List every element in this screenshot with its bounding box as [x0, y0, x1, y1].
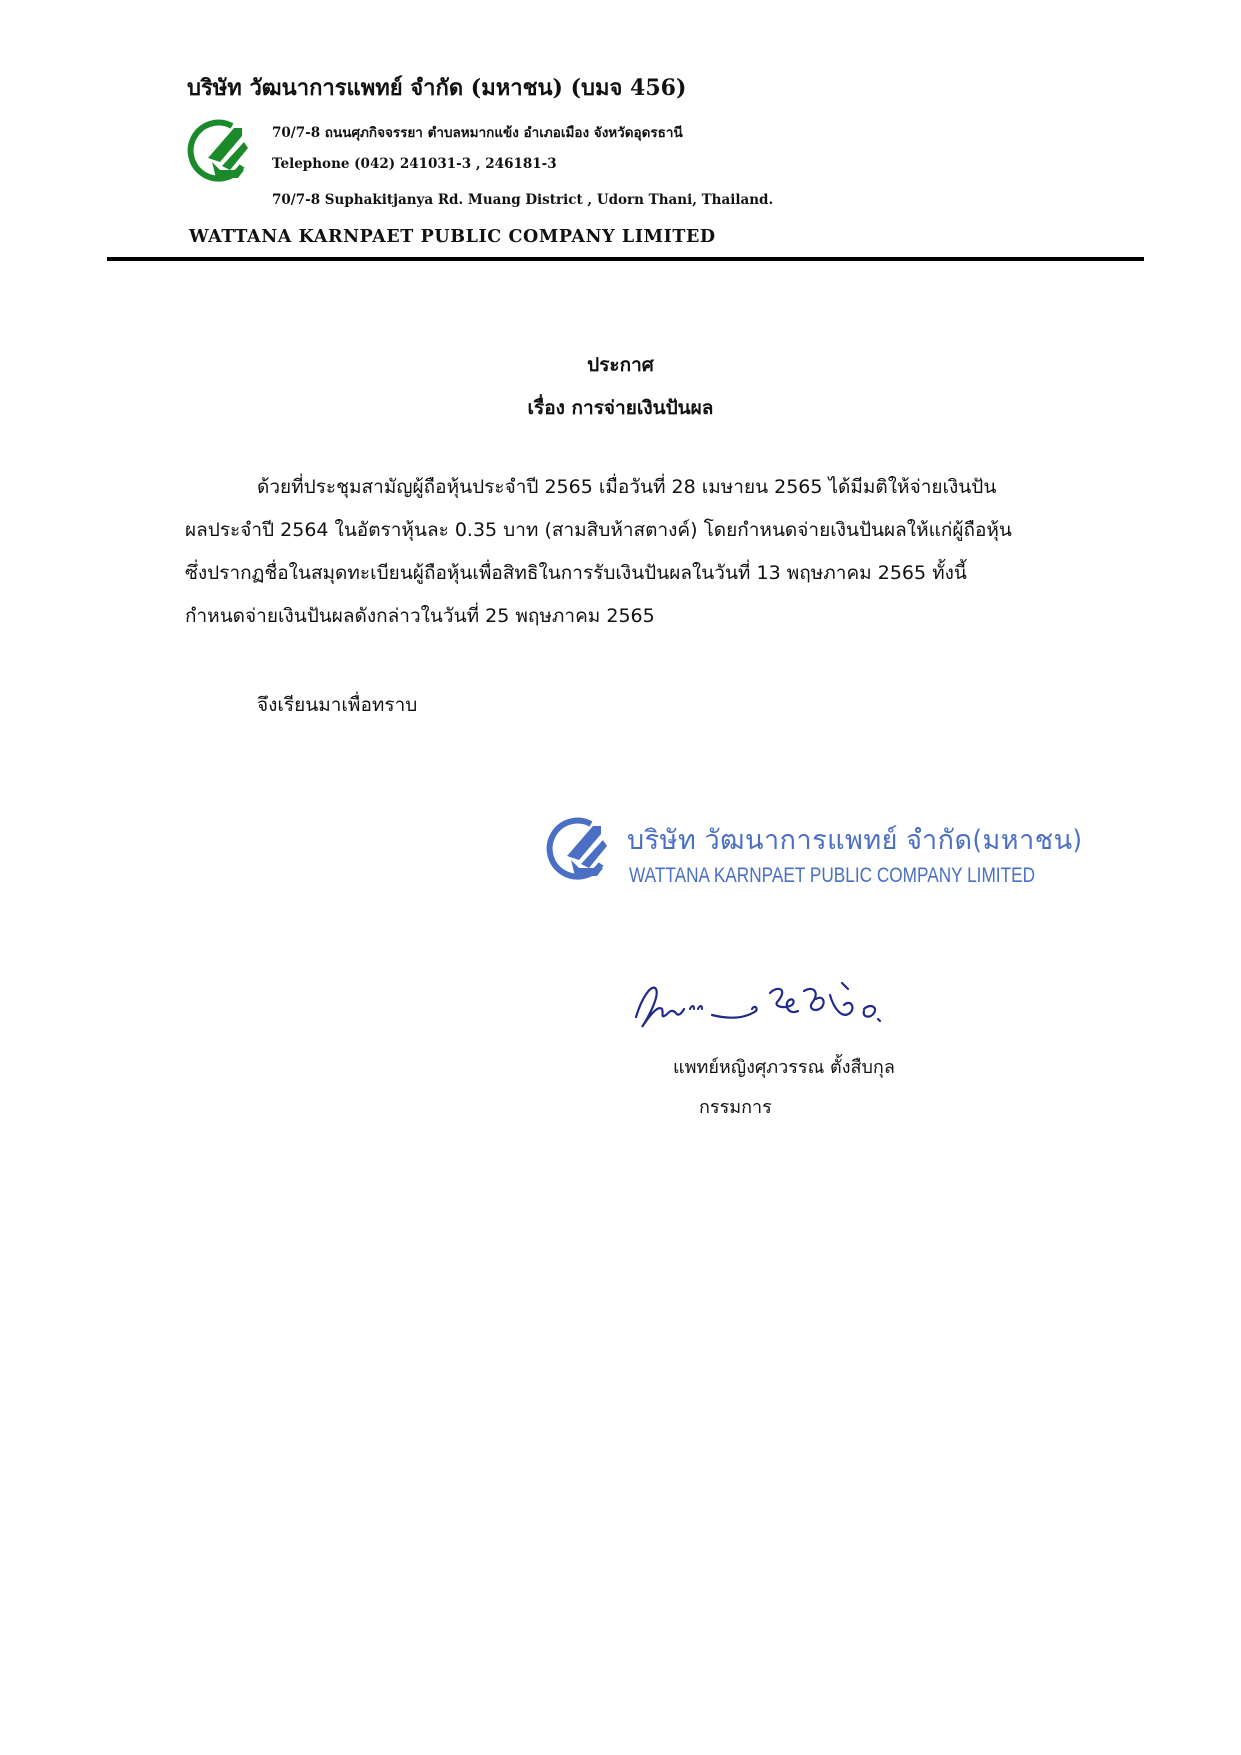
body-line: ซึ่งปรากฏชื่อในสมุดทะเบียนผู้ถือหุ้นเพื่อสิทธิในการรับเงินปันผลในวันที่ 13 พฤษภาคม 2565 ทั้งนี้ — [185, 562, 967, 584]
body-line: ผลประจำปี 2564 ในอัตราหุ้นละ 0.35 บาท (สามสิบห้าสตางค์) โดยกำหนดจ่ายเงินปันผลให้แก่ผู้ถือหุ้น — [185, 519, 1012, 541]
telephone: Telephone (042) 241031-3 , 246181-3 — [272, 156, 557, 172]
company-logo-icon — [182, 114, 256, 188]
body-line: ด้วยที่ประชุมสามัญผู้ถือหุ้นประจำปี 2565 เมื่อวันที่ 28 เมษายน 2565 ได้มีมติให้จ่ายเงินปัน — [257, 476, 997, 498]
header-divider — [107, 257, 1144, 261]
stamp-logo-icon — [541, 812, 615, 886]
company-name-thai: บริษัท วัฒนาการแพทย์ จำกัด (มหาชน) (บมจ 456) — [187, 75, 687, 101]
handwritten-signature — [628, 975, 898, 1035]
signer-name: แพทย์หญิงศุภวรรณ ตั้งสืบกุล — [673, 1057, 895, 1078]
stamp-company-english: WATTANA KARNPAET PUBLIC COMPANY LIMITED — [629, 864, 1036, 887]
address-english: 70/7-8 Suphakitjanya Rd. Muang District , Udorn Thani, Thailand. — [272, 192, 774, 208]
company-stamp — [541, 800, 1083, 900]
announcement-heading: ประกาศ — [587, 354, 654, 376]
body-line: กำหนดจ่ายเงินปันผลดังกล่าวในวันที่ 25 พฤษภาคม 2565 — [185, 605, 655, 627]
address-thai: 70/7-8 ถนนศุภกิจจรรยา ตำบลหมากแข้ง อำเภอเมือง จังหวัดอุดรธานี — [272, 125, 683, 141]
company-name-english: WATTANA KARNPAET PUBLIC COMPANY LIMITED — [189, 227, 716, 247]
announcement-subject: เรื่อง การจ่ายเงินปันผล — [527, 397, 714, 419]
stamp-company-thai: บริษัท วัฒนาการแพทย์ จำกัด(มหาชน) — [627, 825, 1083, 856]
closing-text: จึงเรียนมาเพื่อทราบ — [257, 694, 418, 716]
signer-title: กรรมการ — [699, 1097, 772, 1118]
